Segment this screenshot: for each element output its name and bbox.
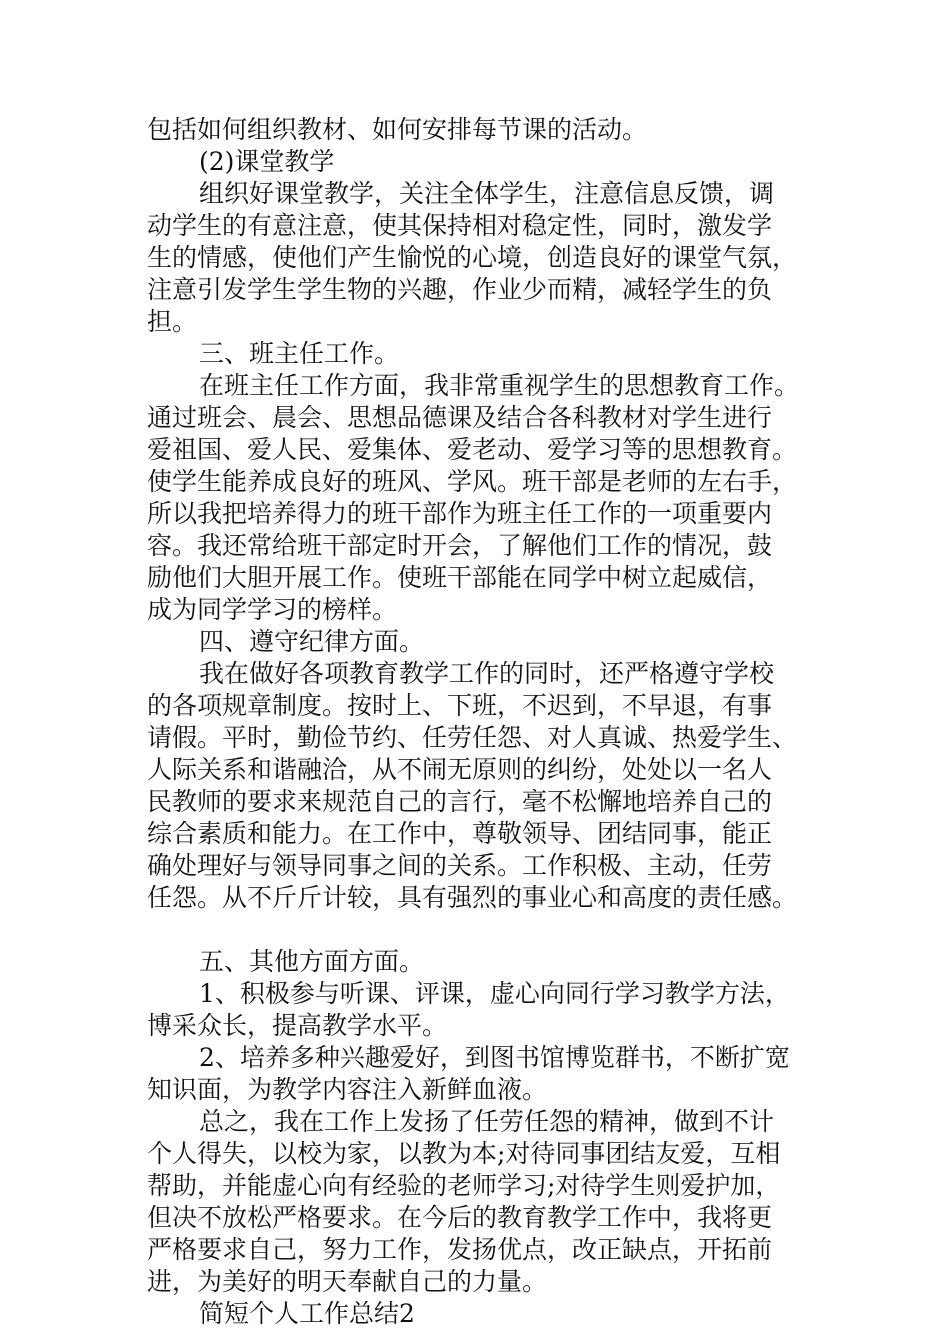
document-subtitle: 简短个人工作总结2 [199, 1299, 415, 1328]
text-line: 任怨。从不斤斤计较，具有强烈的事业心和高度的责任感。 [147, 883, 798, 912]
text-line: 在班主任工作方面，我非常重视学生的思想教育工作。 [199, 371, 800, 400]
text-line: 使学生能养成良好的班风、学风。班干部是老师的左右手， [147, 467, 798, 496]
text-line: 动学生的有意注意，使其保持相对稳定性，同时，激发学 [147, 211, 773, 240]
text-line: 爱祖国、爱人民、爱集体、爱老动、爱学习等的思想教育。 [147, 435, 798, 464]
text-line: 民教师的要求来规范自己的言行，毫不松懈地培养自己的 [147, 787, 773, 816]
text-line: 总之，我在工作上发扬了任劳任怨的精神，做到不计 [199, 1107, 775, 1136]
text-line: 组织好课堂教学，关注全体学生，注意信息反馈，调 [199, 179, 775, 208]
text-line: 通过班会、晨会、思想品德课及结合各科教材对学生进行 [147, 403, 773, 432]
section-heading: 五、其他方面方面。 [199, 947, 425, 976]
text-line: 所以我把培养得力的班干部作为班主任工作的一项重要内 [147, 499, 773, 528]
text-line: 进，为美好的明天奉献自己的力量。 [147, 1267, 548, 1296]
text-line: 但决不放松严格要求。在今后的教育教学工作中，我将更 [147, 1203, 773, 1232]
text-line: 的各项规章制度。按时上、下班，不迟到，不早退，有事 [147, 691, 773, 720]
text-line: 注意引发学生学生物的兴趣，作业少而精，减轻学生的负 [147, 275, 773, 304]
text-line: 成为同学学习的榜样。 [147, 595, 398, 624]
text-line: 帮助，并能虚心向有经验的老师学习;对待学生则爱护加， [147, 1171, 781, 1200]
section-heading: 三、班主任工作。 [199, 339, 400, 368]
text-line: 我在做好各项教育教学工作的同时，还严格遵守学校 [199, 659, 775, 688]
text-line: 确处理好与领导同事之间的关系。工作积极、主动，任劳 [147, 851, 773, 880]
text-line: 包括如何组织教材、如何安排每节课的活动。 [147, 115, 648, 144]
section-heading: 四、遵守纪律方面。 [199, 627, 425, 656]
text-line: 个人得失，以校为家，以教为本;对待同事团结友爱，互相 [147, 1139, 781, 1168]
text-line: 生的情感，使他们产生愉悦的心境，创造良好的课堂气氛， [147, 243, 798, 272]
text-line: 担。 [147, 307, 198, 336]
text-line: 励他们大胆开展工作。使班干部能在同学中树立起威信， [147, 563, 773, 592]
text-line: 知识面，为教学内容注入新鲜血液。 [147, 1075, 548, 1104]
text-line: 1、积极参与听课、评课，虚心向同行学习教学方法， [199, 979, 790, 1008]
text-line: 综合素质和能力。在工作中，尊敬领导、团结同事，能正 [147, 819, 773, 848]
text-line: 容。我还常给班干部定时开会，了解他们工作的情况，鼓 [147, 531, 773, 560]
text-line: 博采众长，提高教学水平。 [147, 1011, 448, 1040]
text-line: 人际关系和谐融洽，从不闹无原则的纠纷，处处以一名人 [147, 755, 773, 784]
text-line: 请假。平时，勤俭节约、任劳任怨、对人真诚、热爱学生、 [147, 723, 798, 752]
text-line: 严格要求自己，努力工作，发扬优点，改正缺点，开拓前 [147, 1235, 773, 1264]
section-subheading: (2)课堂教学 [199, 147, 335, 176]
text-line: 2、培养多种兴趣爱好，到图书馆博览群书，不断扩宽 [199, 1043, 790, 1072]
